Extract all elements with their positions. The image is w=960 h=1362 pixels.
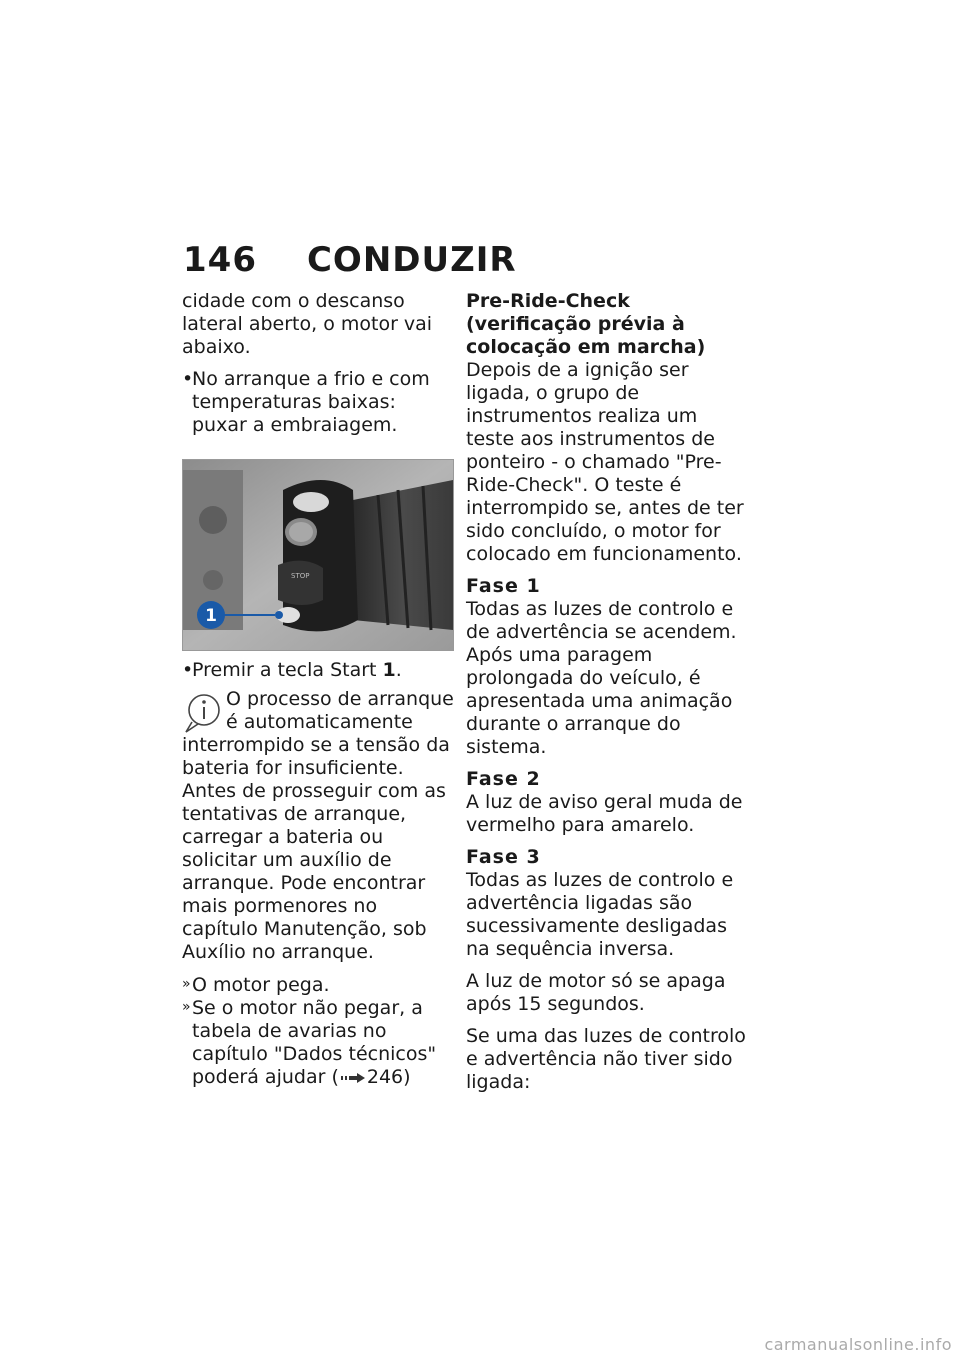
result-engine-fails (182, 997, 454, 1089)
result-engine-starts-text: O motor pega. (192, 974, 330, 996)
note-text: O processo de arranque é automaticamente interrompido se a tensão da bateria for insuficiente. Antes de prosseguir com as tentativas de arranque, carregar a bateria ou solicitar um auxílio de arranque. Pode encontrar mais pormenores no capítulo Manutenção, sob Auxílio no arranque. (182, 688, 454, 963)
right-column (466, 290, 746, 1103)
section-title: Pre-Ride-Check (verificação prévia à colocação em marcha) (466, 290, 706, 358)
phase-2-title: Fase 2 (466, 768, 541, 790)
ref-number: 1 (382, 659, 396, 681)
phase-2-text: A luz de aviso geral muda de vermelho para amarelo. (466, 791, 743, 836)
engine-light-text: A luz de motor só se apaga após 15 segundos. (466, 970, 726, 1015)
phase-3-title: Fase 3 (466, 846, 541, 868)
result-arrow-icon: » (182, 999, 191, 1015)
bullet-cold-start-text: No arranque a frio e com temperaturas baixas: puxar a embraiagem. (192, 368, 430, 436)
result-arrow-icon: » (182, 976, 191, 992)
bullet-press-start (182, 659, 454, 682)
callout-1: 1 (205, 606, 217, 626)
phase-1-text-2: Após uma paragem prolongada do veículo, é apresentada uma animação durante o arranque do sistema. (466, 644, 733, 758)
bullet-icon: • (182, 368, 194, 390)
punct: . (395, 659, 402, 681)
info-note (182, 688, 454, 964)
punct: ) (403, 1066, 411, 1088)
info-icon (182, 690, 222, 734)
phase-1-text: Todas as luzes de controlo e de advertência se acendem. (466, 598, 737, 643)
phase-1-title: Fase 1 (466, 575, 541, 597)
bullet-icon: • (182, 659, 194, 681)
phase-3-text: Todas as luzes de controlo e advertência ligadas são sucessivamente desligadas na sequência inversa. (466, 869, 734, 960)
closing-text: Se uma das luzes de controlo e advertência não tiver sido ligada: (466, 1025, 746, 1093)
intro-text: cidade com o descanso lateral aberto, o motor vai abaixo. (182, 290, 433, 358)
result-engine-fails-text: Se o motor não pegar, a tabela de avarias no capítulo "Dados técnicos" poderá ajudar ( (192, 997, 437, 1088)
chapter-title: CONDUZIR (306, 240, 517, 280)
page-number: 146 (183, 240, 257, 280)
svg-text:STOP: STOP (291, 572, 310, 580)
page-reference-arrow-icon (339, 1072, 367, 1084)
handlebar-switch-photo (182, 459, 454, 651)
page-header (183, 240, 517, 280)
bullet-press-start-text: Premir a tecla Start (192, 659, 383, 681)
bullet-cold-start (182, 368, 454, 437)
watermark: carmanualsonline.info (764, 1335, 952, 1354)
result-engine-starts (182, 974, 454, 997)
section-intro: Depois de a ignição ser ligada, o grupo de instrumentos realiza um teste aos instrumentos de ponteiro - o chamado "Pre-Ride-Check". O teste é interrompido se, antes de ter sido concluído, o motor for colocado em funcionamento. (466, 359, 744, 565)
page-reference[interactable]: 246 (366, 1066, 404, 1088)
left-column (182, 290, 454, 1089)
